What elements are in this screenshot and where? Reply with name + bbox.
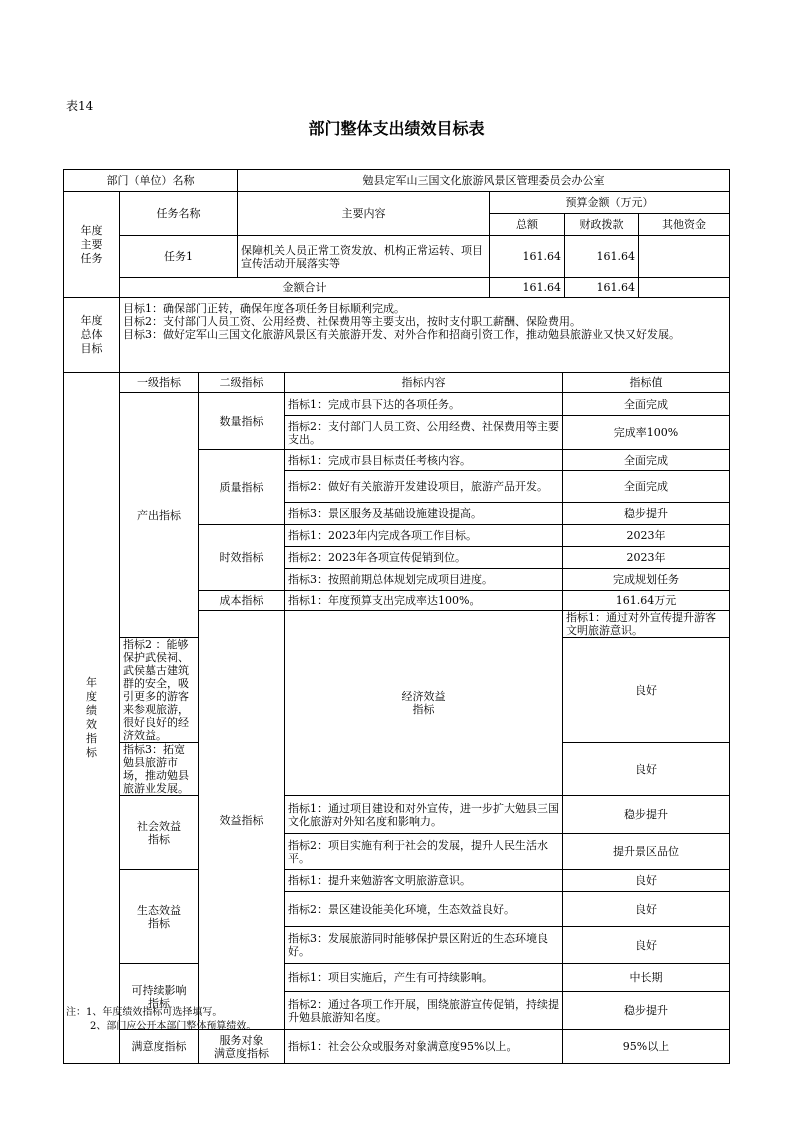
indicator-value: 稳步提升 [563, 796, 730, 834]
overall-goals [120, 298, 730, 373]
social-indicator: 社会效益 指标 [120, 796, 199, 870]
task-total: 161.64 [490, 236, 565, 278]
service-satisfaction-indicator: 服务对象 满意度指标 [199, 1030, 285, 1064]
col-other: 其他资金 [639, 214, 730, 236]
indicator-content: 指标2：景区建设能美化环境，生态效益良好。 [285, 892, 563, 927]
indicator-value: 全面完成 [563, 471, 730, 503]
indicator-value: 良好 [563, 638, 730, 743]
table-row [64, 870, 730, 892]
indicator-value: 提升景区品位 [563, 834, 730, 870]
indicator-value: 161.64万元 [563, 591, 730, 611]
col-task-name: 任务名称 [120, 192, 238, 236]
task-fiscal: 161.64 [565, 236, 639, 278]
table-row [64, 236, 730, 278]
indicator-value: 良好 [563, 892, 730, 927]
indicator-content: 指标2 ：能够保护武侯祠、武侯墓古建筑群的安全，吸引更多的游客来参观旅游，很好良好的经济效益。 [120, 638, 199, 743]
indicator-content: 指标2：做好有关旅游开发建设项目，旅游产品开发。 [285, 471, 563, 503]
indicator-value: 良好 [563, 870, 730, 892]
indicator-value: 稳步提升 [563, 503, 730, 525]
economic-indicator: 经济效益 指标 [285, 611, 563, 796]
table-row [64, 393, 730, 416]
indicator-content: 指标1：完成市县下达的各项任务。 [285, 393, 563, 416]
note-line: 2、部门应公开本部门整体预算绩效。 [90, 1021, 257, 1032]
indicator-value: 2023年 [563, 525, 730, 547]
indicator-value: 中长期 [563, 964, 730, 992]
indicator-value: 完成率100% [563, 416, 730, 450]
col-fiscal: 财政拨款 [565, 214, 639, 236]
indicator-content: 指标1：通过项目建设和对外宣传，进一步扩大勉县三国文化旅游对外知名度和影响力。 [285, 796, 563, 834]
indicator-content: 指标1：2023年内完成各项工作目标。 [285, 525, 563, 547]
page-title: 部门整体支出绩效目标表 [308, 119, 485, 138]
col-main-content: 主要内容 [238, 192, 490, 236]
indicator-content: 指标3：景区服务及基础设施建设提高。 [285, 503, 563, 525]
indicator-content: 指标1：项目实施后，产生有可持续影响。 [285, 964, 563, 992]
indicator-value: 95%以上 [563, 1030, 730, 1064]
sustainable-indicator: 可持续影响 指标 [120, 964, 199, 1030]
col-total: 总额 [490, 214, 565, 236]
col-level1: 一级指标 [120, 373, 199, 393]
task-name: 任务1 [120, 236, 238, 278]
indicator-content: 指标1：社会公众或服务对象满意度95%以上。 [285, 1030, 563, 1064]
sum-fiscal: 161.64 [565, 278, 639, 298]
output-indicator: 产出指标 [120, 393, 199, 638]
table-row [64, 796, 730, 834]
performance-label: 年 度 绩 效 指 标 [64, 373, 120, 1064]
indicator-content: 指标2：2023年各项宣传促销到位。 [285, 547, 563, 569]
table-row [64, 964, 730, 992]
task-content: 保障机关人员正常工资发放、机构正常运转、项目宣传活动开展落实等 [238, 236, 490, 278]
indicator-value: 稳步提升 [563, 992, 730, 1030]
overall-goals-label: 年度 总体 目标 [64, 298, 120, 373]
goal-line: 目标3：做好定军山三国文化旅游风景区有关旅游开发、对外合作和招商引资工作，推动勉县旅游业又快又好发展。 [123, 328, 680, 341]
benefit-indicator: 效益指标 [199, 611, 285, 1030]
indicator-content: 指标1：提升来勉游客文明旅游意识。 [285, 870, 563, 892]
annual-tasks-label: 年度 主要 任务 [64, 192, 120, 298]
indicator-value: 全面完成 [563, 393, 730, 416]
col-budget-amount: 预算金额（万元） [490, 192, 730, 214]
indicator-content: 指标2：项目实施有利于社会的发展，提升人民生活水平。 [285, 834, 563, 870]
indicator-content: 指标1：完成市县目标责任考核内容。 [285, 450, 563, 471]
indicator-value: 良好 [563, 743, 730, 796]
performance-table [63, 372, 730, 1064]
quality-indicator: 质量指标 [199, 450, 285, 525]
cost-indicator: 成本指标 [199, 591, 285, 611]
indicator-content: 指标3：拓宽勉县旅游市场，推动勉县旅游业发展。 [120, 743, 199, 796]
table-number: 表14 [66, 99, 94, 113]
indicator-value: 完成规划任务 [563, 569, 730, 591]
timeliness-indicator: 时效指标 [199, 525, 285, 591]
satisfaction-indicator: 满意度指标 [120, 1030, 199, 1064]
quantity-indicator: 数量指标 [199, 393, 285, 450]
col-indicator-content: 指标内容 [285, 373, 563, 393]
department-name: 勉县定军山三国文化旅游风景区管理委员会办公室 [238, 170, 730, 192]
goal-line: 目标2：支付部门人员工资、公用经费、社保费用等主要支出，按时支付职工薪酬、保险费用。 [123, 315, 581, 328]
indicator-content: 指标2：通过各项工作开展，围绕旅游宣传促销，持续提升勉县旅游知名度。 [285, 992, 563, 1030]
sum-total: 161.64 [490, 278, 565, 298]
budget-table [63, 169, 730, 373]
task-other [639, 236, 730, 278]
table-row [64, 1030, 730, 1064]
indicator-content: 指标1：年度预算支出完成率达100%。 [285, 591, 563, 611]
indicator-value: 良好 [563, 927, 730, 964]
indicator-content: 指标2：支付部门人员工资、公用经费、社保费用等主要支出。 [285, 416, 563, 450]
department-label: 部门（单位）名称 [64, 170, 238, 192]
col-level2: 二级指标 [199, 373, 285, 393]
sum-label: 金额合计 [120, 278, 490, 298]
ecological-indicator: 生态效益 指标 [120, 870, 199, 964]
indicator-content: 指标3：发展旅游同时能够保护景区附近的生态环境良好。 [285, 927, 563, 964]
col-indicator-value: 指标值 [563, 373, 730, 393]
indicator-value: 2023年 [563, 547, 730, 569]
indicator-value: 全面完成 [563, 450, 730, 471]
indicator-content: 指标3：按照前期总体规划完成项目进度。 [285, 569, 563, 591]
note-line: 注：1、年度绩效指标可选择填写。 [66, 1007, 223, 1018]
indicator-content: 指标1：通过对外宣传提升游客文明旅游意识。 [563, 611, 730, 638]
sum-other [639, 278, 730, 298]
goal-line: 目标1：确保部门正转，确保年度各项任务目标顺利完成。 [123, 302, 405, 315]
